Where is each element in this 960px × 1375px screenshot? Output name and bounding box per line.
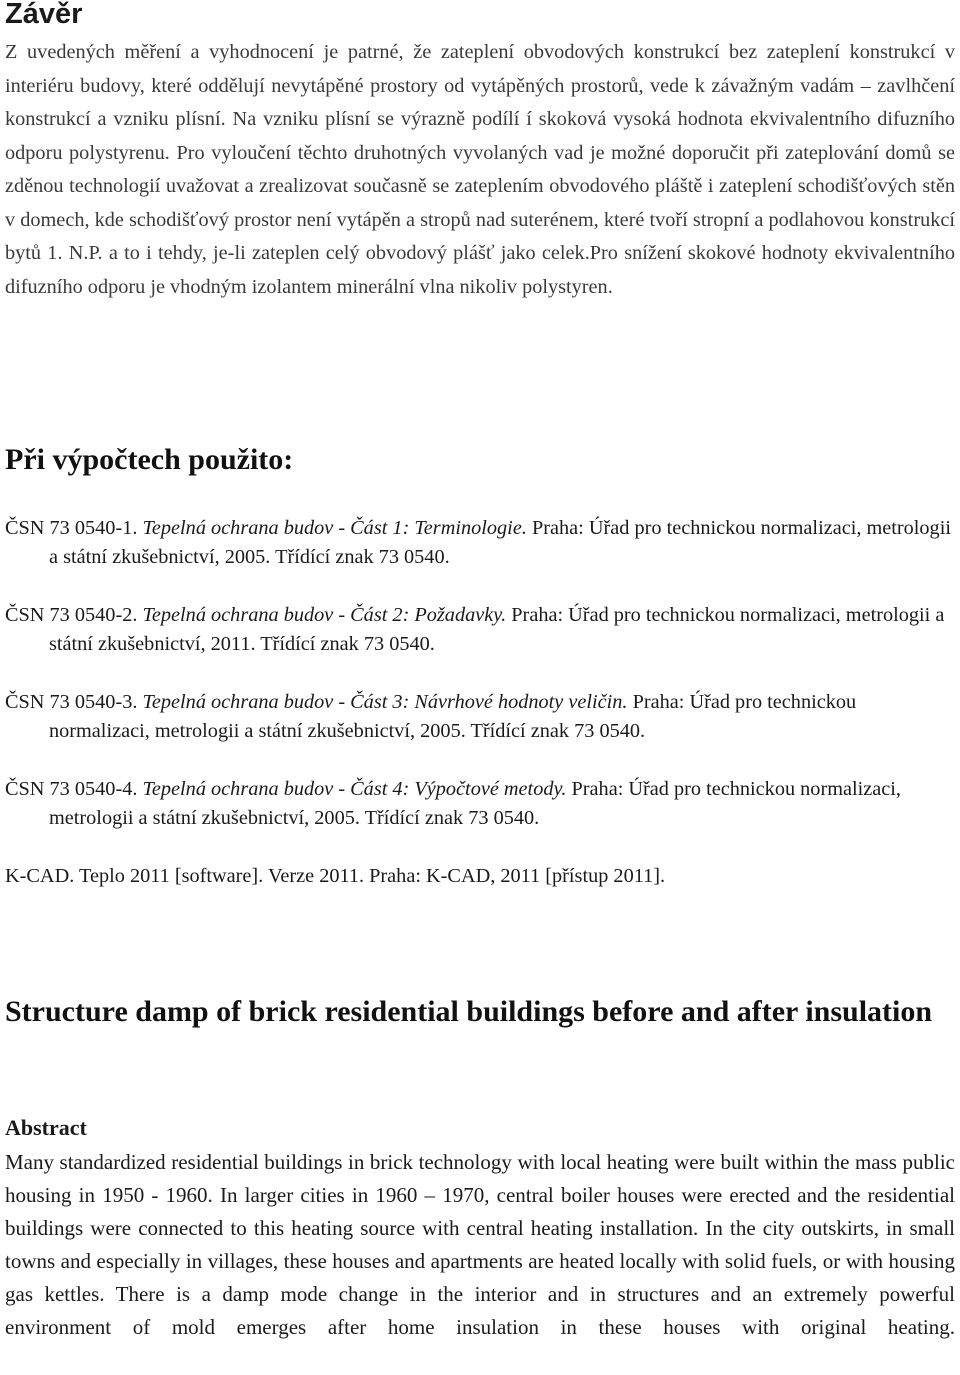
reference-publisher: Praha: Úřad pro technickou normalizaci, metrologii a státní zkušebnictví, 2005. Třídící znak 73 0540.: [49, 691, 857, 742]
reference-publisher: Praha: Úřad pro technickou normalizaci, metrologii a státní zkušebnictví, 2005. Třídící znak 73 0540.: [49, 517, 951, 568]
reference-item: [5, 775, 955, 833]
reference-title: Tepelná ochrana budov - Část 3: Návrhové hodnoty veličin.: [142, 691, 628, 713]
reference-item: [5, 514, 955, 572]
reference-code: ČSN 73 0540-1.: [5, 517, 138, 539]
reference-item: [5, 862, 955, 891]
conclusion-heading: Závěr: [5, 0, 83, 30]
reference-publisher: Praha: Úřad pro technickou normalizaci, metrologii a státní zkušebnictví, 2011. Třídící znak 73 0540.: [49, 604, 945, 655]
reference-code: ČSN 73 0540-4.: [5, 778, 138, 800]
reference-title: Tepelná ochrana budov - Část 1: Terminologie.: [142, 517, 527, 539]
reference-publisher: Teplo 2011 [software]. Verze 2011. Praha: K-CAD, 2011 [přístup 2011].: [79, 865, 666, 887]
reference-title: Tepelná ochrana budov - Část 4: Výpočtové metody.: [142, 778, 567, 800]
english-title: Structure damp of brick residential buildings before and after insulation: [5, 995, 933, 1028]
reference-code: ČSN 73 0540-3.: [5, 691, 138, 713]
reference-item: [5, 601, 955, 659]
reference-title: Tepelná ochrana budov - Část 2: Požadavky.: [142, 604, 507, 626]
reference-code: K-CAD.: [5, 865, 75, 887]
abstract-paragraph: Many standardized residential buildings in brick technology with local heating were built within the mass public housing in 1950 - 1960. In larger cities in 1960 – 1970, central boiler houses were erected and the residential buildings were connected to this heating source with central heating installation. In the city outskirts, in small towns and especially in villages, these houses and apartments are heated locally with solid fuels, or with housing gas kettles. There is a damp mode change in the interior and in structures and an extremely powerful environment of mold emerges after home insulation in these houses with original heating.: [5, 1150, 955, 1339]
reference-publisher: Praha: Úřad pro technickou normalizaci, metrologii a státní zkušebnictví, 2005. Třídící znak 73 0540.: [49, 778, 901, 829]
reference-code: ČSN 73 0540-2.: [5, 604, 138, 626]
reference-item: [5, 688, 955, 746]
abstract-heading: Abstract: [5, 1115, 87, 1140]
conclusion-paragraph: Z uvedených měření a vyhodnocení je patrné, že zateplení obvodových konstrukcí bez zateplení konstrukcí v interiéru budovy, které oddělují nevytápěné prostory od vytápěných prostorů, vede k závažným vadám – zavlhčení konstrukcí a vzniku plísní. Na vzniku plísní se výrazně podílí í skoková vysoká hodnota ekvivalentního difuzního odporu polystyrenu. Pro vyloučení těchto druhotných vyvolaných vad je možné doporučit při zateplování domů se zděnou technologií uvažovat a zrealizovat současně se zateplením obvodového pláště i zateplení schodišťových stěn v domech, kde schodišťový prostor není vytápěn a stropů nad suterénem, které tvoří stropní a podlahovou konstrukcí bytů 1. N.P. a to i tehdy, je-li zateplen celý obvodový plášť jako celek.Pro snížení skokové hodnoty ekvivalentního difuzního odporu je vhodným izolantem minerální vlna nikoliv polystyren.: [5, 41, 955, 298]
references-heading: Při výpočtech použito:: [5, 443, 294, 476]
